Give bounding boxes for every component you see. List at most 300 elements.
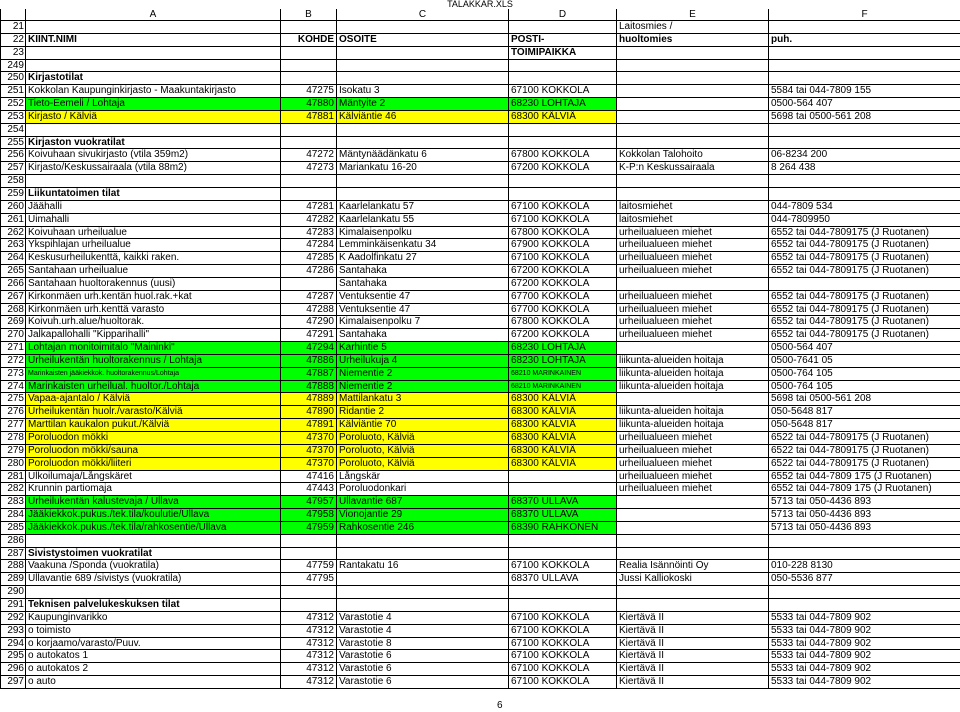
cell-f[interactable] bbox=[769, 123, 960, 136]
cell-a[interactable] bbox=[26, 123, 281, 136]
cell-a[interactable]: Poroluodon mökki/sauna bbox=[26, 444, 281, 457]
cell-e[interactable]: urheilualueen miehet bbox=[617, 226, 769, 239]
cell-f[interactable]: 0500-764 105 bbox=[769, 380, 960, 393]
cell-e[interactable] bbox=[617, 59, 769, 72]
cell-c[interactable]: OSOITE bbox=[337, 33, 509, 46]
row-number[interactable]: 267 bbox=[1, 290, 26, 303]
cell-e[interactable]: urheilualueen miehet bbox=[617, 470, 769, 483]
cell-b[interactable] bbox=[281, 534, 337, 547]
cell-a[interactable] bbox=[26, 46, 281, 59]
cell-a[interactable]: Krunnin partiomaja bbox=[26, 483, 281, 496]
cell-c[interactable]: Långskär bbox=[337, 470, 509, 483]
cell-f[interactable]: 5533 tai 044-7809 902 bbox=[769, 624, 960, 637]
cell-d[interactable]: 68300 KÄLVIÄ bbox=[509, 432, 617, 445]
cell-c[interactable]: Kimalaisenpolku bbox=[337, 226, 509, 239]
row-number[interactable]: 270 bbox=[1, 329, 26, 342]
row-number[interactable]: 292 bbox=[1, 611, 26, 624]
row-number[interactable]: 261 bbox=[1, 213, 26, 226]
row-number[interactable]: 290 bbox=[1, 586, 26, 599]
cell-a[interactable]: Keskusurheilukenttä, kaikki raken. bbox=[26, 252, 281, 265]
cell-e[interactable]: urheilualueen miehet bbox=[617, 432, 769, 445]
cell-c[interactable]: Kaarlelankatu 57 bbox=[337, 200, 509, 213]
cell-b[interactable]: 47290 bbox=[281, 316, 337, 329]
cell-d[interactable]: 68370 ULLAVA bbox=[509, 573, 617, 586]
cell-c[interactable] bbox=[337, 123, 509, 136]
cell-d[interactable]: 67100 KOKKOLA bbox=[509, 252, 617, 265]
cell-f[interactable]: 5533 tai 044-7809 902 bbox=[769, 637, 960, 650]
cell-e[interactable] bbox=[617, 598, 769, 611]
cell-a[interactable]: Jääkiekkok.pukus./tek.tila/rahkosentie/Ullava bbox=[26, 521, 281, 534]
cell-e[interactable]: Kiertävä II bbox=[617, 650, 769, 663]
cell-b[interactable]: 47273 bbox=[281, 162, 337, 175]
cell-e[interactable] bbox=[617, 277, 769, 290]
cell-d[interactable] bbox=[509, 547, 617, 560]
cell-f[interactable] bbox=[769, 586, 960, 599]
cell-f[interactable] bbox=[769, 59, 960, 72]
cell-d[interactable]: 68370 ULLAVA bbox=[509, 509, 617, 522]
cell-d[interactable]: 67200 KOKKOLA bbox=[509, 277, 617, 290]
cell-b[interactable]: KOHDE bbox=[281, 33, 337, 46]
cell-d[interactable] bbox=[509, 72, 617, 85]
cell-a[interactable]: Kirkonmäen urh.kentän huol.rak.+kat bbox=[26, 290, 281, 303]
cell-c[interactable]: Urheilukuja 4 bbox=[337, 354, 509, 367]
cell-b[interactable]: 47370 bbox=[281, 432, 337, 445]
row-number[interactable]: 251 bbox=[1, 85, 26, 98]
cell-a[interactable]: Kirjasto/Keskussairaala (vtila 88m2) bbox=[26, 162, 281, 175]
cell-c[interactable]: Mäntynäädänkatu 6 bbox=[337, 149, 509, 162]
cell-f[interactable] bbox=[769, 46, 960, 59]
row-number[interactable]: 259 bbox=[1, 187, 26, 200]
cell-e[interactable] bbox=[617, 342, 769, 355]
row-number[interactable]: 280 bbox=[1, 457, 26, 470]
cell-c[interactable]: Niementie 2 bbox=[337, 380, 509, 393]
row-number[interactable]: 286 bbox=[1, 534, 26, 547]
row-number[interactable]: 279 bbox=[1, 444, 26, 457]
cell-f[interactable]: 5713 tai 050-4436 893 bbox=[769, 521, 960, 534]
row-number[interactable]: 288 bbox=[1, 560, 26, 573]
cell-a[interactable]: Lohtajan monitoimitalo "Maininki" bbox=[26, 342, 281, 355]
cell-d[interactable]: 68230 LOHTAJA bbox=[509, 342, 617, 355]
cell-d[interactable]: 68300 KÄLVIÄ bbox=[509, 393, 617, 406]
cell-b[interactable] bbox=[281, 136, 337, 149]
cell-d[interactable]: 68390 RAHKONEN bbox=[509, 521, 617, 534]
cell-b[interactable]: 47294 bbox=[281, 342, 337, 355]
row-number[interactable]: 293 bbox=[1, 624, 26, 637]
cell-d[interactable]: 67100 KOKKOLA bbox=[509, 85, 617, 98]
cell-e[interactable] bbox=[617, 586, 769, 599]
cell-e[interactable] bbox=[617, 547, 769, 560]
cell-e[interactable]: urheilualueen miehet bbox=[617, 316, 769, 329]
cell-e[interactable] bbox=[617, 521, 769, 534]
row-number[interactable]: 289 bbox=[1, 573, 26, 586]
cell-e[interactable]: urheilualueen miehet bbox=[617, 303, 769, 316]
cell-a[interactable]: Jääkiekkok.pukus./tek.tila/koulutie/Ullava bbox=[26, 509, 281, 522]
cell-a[interactable]: Tieto-Eemeli / Lohtaja bbox=[26, 98, 281, 111]
row-number[interactable]: 271 bbox=[1, 342, 26, 355]
cell-d[interactable]: 68300 KÄLVIÄ bbox=[509, 406, 617, 419]
cell-b[interactable] bbox=[281, 46, 337, 59]
row-number[interactable]: 257 bbox=[1, 162, 26, 175]
row-number[interactable]: 249 bbox=[1, 59, 26, 72]
cell-d[interactable]: 67100 KOKKOLA bbox=[509, 650, 617, 663]
cell-a[interactable] bbox=[26, 175, 281, 188]
cell-c[interactable]: Poroluoto, Kälviä bbox=[337, 432, 509, 445]
cell-b[interactable]: 47795 bbox=[281, 573, 337, 586]
cell-b[interactable]: 47287 bbox=[281, 290, 337, 303]
cell-a[interactable]: Kirjasto / Kälviä bbox=[26, 110, 281, 123]
cell-a[interactable]: Marinkaisten jääkiekkok. huoltorakennus/Lohtaja bbox=[26, 367, 281, 380]
cell-a[interactable]: Marinkaisten urheilual. huoltor./Lohtaja bbox=[26, 380, 281, 393]
cell-f[interactable] bbox=[769, 598, 960, 611]
cell-e[interactable] bbox=[617, 46, 769, 59]
cell-e[interactable]: Kiertävä II bbox=[617, 663, 769, 676]
cell-f[interactable]: 6522 tai 044-7809175 (J Ruotanen) bbox=[769, 432, 960, 445]
corner-cell[interactable] bbox=[1, 9, 26, 21]
cell-d[interactable] bbox=[509, 175, 617, 188]
row-number[interactable]: 281 bbox=[1, 470, 26, 483]
row-number[interactable]: 258 bbox=[1, 175, 26, 188]
cell-a[interactable]: Urheilukentän huoltorakennus / Lohtaja bbox=[26, 354, 281, 367]
cell-b[interactable] bbox=[281, 187, 337, 200]
cell-a[interactable]: o toimisto bbox=[26, 624, 281, 637]
cell-b[interactable] bbox=[281, 21, 337, 34]
cell-a[interactable]: Poroluodon mökki/liiteri bbox=[26, 457, 281, 470]
cell-f[interactable]: 0500-764 105 bbox=[769, 367, 960, 380]
cell-c[interactable]: Rantakatu 16 bbox=[337, 560, 509, 573]
cell-b[interactable]: 47312 bbox=[281, 611, 337, 624]
cell-d[interactable]: 67800 KOKKOLA bbox=[509, 226, 617, 239]
cell-d[interactable]: TOIMIPAIKKA bbox=[509, 46, 617, 59]
cell-b[interactable]: 47886 bbox=[281, 354, 337, 367]
column-header[interactable]: D bbox=[509, 9, 617, 21]
cell-c[interactable]: Ullavantie 687 bbox=[337, 496, 509, 509]
row-number[interactable]: 295 bbox=[1, 650, 26, 663]
cell-b[interactable] bbox=[281, 123, 337, 136]
row-number[interactable]: 255 bbox=[1, 136, 26, 149]
cell-d[interactable] bbox=[509, 123, 617, 136]
cell-c[interactable] bbox=[337, 175, 509, 188]
cell-a[interactable]: Santahaan huoltorakennus (uusi) bbox=[26, 277, 281, 290]
cell-c[interactable]: Kälviäntie 70 bbox=[337, 419, 509, 432]
cell-b[interactable]: 47959 bbox=[281, 521, 337, 534]
cell-d[interactable]: 68300 KÄLVIÄ bbox=[509, 444, 617, 457]
cell-f[interactable] bbox=[769, 21, 960, 34]
row-number[interactable]: 263 bbox=[1, 239, 26, 252]
cell-d[interactable] bbox=[509, 483, 617, 496]
cell-b[interactable] bbox=[281, 72, 337, 85]
cell-b[interactable]: 47759 bbox=[281, 560, 337, 573]
cell-b[interactable] bbox=[281, 547, 337, 560]
cell-c[interactable]: Kaarlelankatu 55 bbox=[337, 213, 509, 226]
cell-f[interactable]: 8 264 438 bbox=[769, 162, 960, 175]
cell-a[interactable] bbox=[26, 21, 281, 34]
cell-e[interactable]: Kokkolan Talohoito bbox=[617, 149, 769, 162]
cell-b[interactable] bbox=[281, 277, 337, 290]
cell-f[interactable]: 6552 tai 044-7809175 (J Ruotanen) bbox=[769, 239, 960, 252]
cell-a[interactable]: Kirjastotilat bbox=[26, 72, 281, 85]
cell-d[interactable] bbox=[509, 59, 617, 72]
cell-c[interactable]: Lemminkäisenkatu 34 bbox=[337, 239, 509, 252]
column-header[interactable]: A bbox=[26, 9, 281, 21]
cell-b[interactable]: 47281 bbox=[281, 200, 337, 213]
cell-f[interactable]: 5533 tai 044-7809 902 bbox=[769, 611, 960, 624]
cell-f[interactable]: 6552 tai 044-7809175 (J Ruotanen) bbox=[769, 252, 960, 265]
cell-d[interactable]: 67100 KOKKOLA bbox=[509, 560, 617, 573]
cell-d[interactable]: 68210 MARINKAINEN bbox=[509, 367, 617, 380]
cell-b[interactable]: 47283 bbox=[281, 226, 337, 239]
cell-f[interactable]: 044-7809 534 bbox=[769, 200, 960, 213]
cell-b[interactable]: 47312 bbox=[281, 637, 337, 650]
cell-c[interactable]: Varastotie 4 bbox=[337, 611, 509, 624]
row-number[interactable]: 291 bbox=[1, 598, 26, 611]
cell-c[interactable] bbox=[337, 547, 509, 560]
cell-c[interactable]: Mariankatu 16-20 bbox=[337, 162, 509, 175]
cell-d[interactable]: 67100 KOKKOLA bbox=[509, 676, 617, 689]
cell-c[interactable] bbox=[337, 72, 509, 85]
row-number[interactable]: 269 bbox=[1, 316, 26, 329]
cell-e[interactable] bbox=[617, 123, 769, 136]
cell-c[interactable]: Karhintie 5 bbox=[337, 342, 509, 355]
cell-f[interactable]: 044-7809950 bbox=[769, 213, 960, 226]
cell-d[interactable]: 67200 KOKKOLA bbox=[509, 265, 617, 278]
cell-c[interactable]: Ridantie 2 bbox=[337, 406, 509, 419]
cell-f[interactable] bbox=[769, 547, 960, 560]
cell-d[interactable] bbox=[509, 187, 617, 200]
cell-c[interactable] bbox=[337, 187, 509, 200]
cell-f[interactable]: 6552 tai 044-7809 175 (J Ruotanen) bbox=[769, 470, 960, 483]
cell-f[interactable]: 6552 tai 044-7809175 (J Ruotanen) bbox=[769, 226, 960, 239]
cell-f[interactable] bbox=[769, 277, 960, 290]
cell-d[interactable]: 67800 KOKKOLA bbox=[509, 316, 617, 329]
cell-b[interactable]: 47887 bbox=[281, 367, 337, 380]
cell-b[interactable]: 47285 bbox=[281, 252, 337, 265]
cell-d[interactable]: 68300 KÄLVIÄ bbox=[509, 457, 617, 470]
cell-a[interactable]: Vaakuna /Sponda (vuokratila) bbox=[26, 560, 281, 573]
row-number[interactable]: 276 bbox=[1, 406, 26, 419]
cell-d[interactable]: 67700 KOKKOLA bbox=[509, 303, 617, 316]
cell-d[interactable]: 68300 KÄLVIÄ bbox=[509, 419, 617, 432]
cell-c[interactable]: Varastotie 8 bbox=[337, 637, 509, 650]
cell-f[interactable]: 5713 tai 050-4436 893 bbox=[769, 496, 960, 509]
cell-b[interactable] bbox=[281, 586, 337, 599]
cell-e[interactable]: Realia Isännöinti Oy bbox=[617, 560, 769, 573]
cell-e[interactable]: urheilualueen miehet bbox=[617, 239, 769, 252]
cell-c[interactable]: Isokatu 3 bbox=[337, 85, 509, 98]
cell-d[interactable]: 67900 KOKKOLA bbox=[509, 239, 617, 252]
row-number[interactable]: 266 bbox=[1, 277, 26, 290]
cell-e[interactable] bbox=[617, 534, 769, 547]
cell-a[interactable] bbox=[26, 586, 281, 599]
cell-d[interactable]: 67200 KOKKOLA bbox=[509, 162, 617, 175]
cell-d[interactable]: 68230 LOHTAJA bbox=[509, 98, 617, 111]
cell-a[interactable]: Uimahalli bbox=[26, 213, 281, 226]
cell-e[interactable]: laitosmiehet bbox=[617, 200, 769, 213]
cell-f[interactable]: 0500-564 407 bbox=[769, 98, 960, 111]
cell-e[interactable]: urheilualueen miehet bbox=[617, 483, 769, 496]
cell-c[interactable]: Varastotie 4 bbox=[337, 624, 509, 637]
cell-f[interactable]: 6552 tai 044-7809175 (J Ruotanen) bbox=[769, 290, 960, 303]
cell-c[interactable]: Ventuksentie 47 bbox=[337, 303, 509, 316]
cell-c[interactable] bbox=[337, 21, 509, 34]
cell-a[interactable]: Koivuh.urh.alue/huoltorak. bbox=[26, 316, 281, 329]
cell-a[interactable]: Ykspihlajan urheilualue bbox=[26, 239, 281, 252]
row-number[interactable]: 277 bbox=[1, 419, 26, 432]
cell-e[interactable]: urheilualueen miehet bbox=[617, 444, 769, 457]
cell-b[interactable]: 47312 bbox=[281, 676, 337, 689]
cell-f[interactable]: 0500-564 407 bbox=[769, 342, 960, 355]
cell-f[interactable]: 5698 tai 0500-561 208 bbox=[769, 393, 960, 406]
cell-b[interactable]: 47282 bbox=[281, 213, 337, 226]
cell-b[interactable]: 47272 bbox=[281, 149, 337, 162]
cell-f[interactable]: 6552 tai 044-7809175 (J Ruotanen) bbox=[769, 265, 960, 278]
cell-c[interactable] bbox=[337, 573, 509, 586]
row-number[interactable]: 262 bbox=[1, 226, 26, 239]
cell-d[interactable]: 67100 KOKKOLA bbox=[509, 624, 617, 637]
cell-f[interactable]: 5533 tai 044-7809 902 bbox=[769, 676, 960, 689]
cell-e[interactable] bbox=[617, 187, 769, 200]
cell-b[interactable]: 47370 bbox=[281, 457, 337, 470]
cell-f[interactable]: 0500-7641 05 bbox=[769, 354, 960, 367]
cell-a[interactable]: Kirjaston vuokratilat bbox=[26, 136, 281, 149]
cell-e[interactable]: huoltomies bbox=[617, 33, 769, 46]
row-number[interactable]: 294 bbox=[1, 637, 26, 650]
cell-c[interactable]: Santahaka bbox=[337, 265, 509, 278]
cell-d[interactable] bbox=[509, 586, 617, 599]
cell-e[interactable]: Jussi Kalliokoski bbox=[617, 573, 769, 586]
row-number[interactable]: 278 bbox=[1, 432, 26, 445]
cell-a[interactable]: o auto bbox=[26, 676, 281, 689]
cell-a[interactable]: Koivuhaan sivukirjasto (vtila 359m2) bbox=[26, 149, 281, 162]
cell-a[interactable]: Jäähalli bbox=[26, 200, 281, 213]
row-number[interactable]: 265 bbox=[1, 265, 26, 278]
cell-f[interactable]: 5713 tai 050-4436 893 bbox=[769, 509, 960, 522]
cell-a[interactable]: Ullavantie 689 /sivistys (vuokratila) bbox=[26, 573, 281, 586]
row-number[interactable]: 22 bbox=[1, 33, 26, 46]
cell-b[interactable]: 47284 bbox=[281, 239, 337, 252]
cell-e[interactable]: urheilualueen miehet bbox=[617, 457, 769, 470]
cell-e[interactable] bbox=[617, 110, 769, 123]
cell-f[interactable]: 6552 tai 044-7809175 (J Ruotanen) bbox=[769, 329, 960, 342]
cell-d[interactable]: 68230 LOHTAJA bbox=[509, 354, 617, 367]
cell-d[interactable] bbox=[509, 136, 617, 149]
column-header[interactable]: F bbox=[769, 9, 960, 21]
cell-e[interactable]: urheilualueen miehet bbox=[617, 329, 769, 342]
row-number[interactable]: 274 bbox=[1, 380, 26, 393]
cell-c[interactable] bbox=[337, 59, 509, 72]
row-number[interactable]: 264 bbox=[1, 252, 26, 265]
row-number[interactable]: 287 bbox=[1, 547, 26, 560]
cell-a[interactable]: o autokatos 2 bbox=[26, 663, 281, 676]
cell-c[interactable] bbox=[337, 534, 509, 547]
cell-f[interactable]: 6522 tai 044-7809175 (J Ruotanen) bbox=[769, 444, 960, 457]
cell-d[interactable] bbox=[509, 470, 617, 483]
cell-b[interactable] bbox=[281, 175, 337, 188]
cell-e[interactable]: Kiertävä II bbox=[617, 611, 769, 624]
cell-b[interactable]: 47312 bbox=[281, 663, 337, 676]
row-number[interactable]: 284 bbox=[1, 509, 26, 522]
cell-d[interactable]: 67800 KOKKOLA bbox=[509, 149, 617, 162]
cell-e[interactable] bbox=[617, 509, 769, 522]
cell-b[interactable]: 47958 bbox=[281, 509, 337, 522]
cell-c[interactable] bbox=[337, 46, 509, 59]
row-number[interactable]: 296 bbox=[1, 663, 26, 676]
cell-f[interactable]: 5584 tai 044-7809 155 bbox=[769, 85, 960, 98]
cell-d[interactable]: POSTI- bbox=[509, 33, 617, 46]
cell-b[interactable]: 47312 bbox=[281, 650, 337, 663]
cell-e[interactable]: liikunta-alueiden hoitaja bbox=[617, 419, 769, 432]
cell-e[interactable] bbox=[617, 393, 769, 406]
cell-e[interactable]: liikunta-alueiden hoitaja bbox=[617, 354, 769, 367]
cell-b[interactable]: 47416 bbox=[281, 470, 337, 483]
cell-c[interactable] bbox=[337, 136, 509, 149]
cell-f[interactable]: 6522 tai 044-7809175 (J Ruotanen) bbox=[769, 457, 960, 470]
cell-a[interactable]: Jalkapallohalli "Kipparihalli" bbox=[26, 329, 281, 342]
cell-f[interactable] bbox=[769, 187, 960, 200]
row-number[interactable]: 250 bbox=[1, 72, 26, 85]
cell-a[interactable]: Vapaa-ajantalo / Kälviä bbox=[26, 393, 281, 406]
cell-e[interactable] bbox=[617, 496, 769, 509]
cell-f[interactable]: 6552 tai 044-7809175 (J Ruotanen) bbox=[769, 316, 960, 329]
cell-e[interactable] bbox=[617, 85, 769, 98]
cell-d[interactable]: 67200 KOKKOLA bbox=[509, 329, 617, 342]
cell-d[interactable]: 67100 KOKKOLA bbox=[509, 200, 617, 213]
cell-f[interactable] bbox=[769, 72, 960, 85]
cell-d[interactable]: 67700 KOKKOLA bbox=[509, 290, 617, 303]
cell-e[interactable]: liikunta-alueiden hoitaja bbox=[617, 367, 769, 380]
row-number[interactable]: 253 bbox=[1, 110, 26, 123]
cell-a[interactable]: Kokkolan Kaupunginkirjasto - Maakuntakirjasto bbox=[26, 85, 281, 98]
cell-b[interactable]: 47891 bbox=[281, 419, 337, 432]
cell-c[interactable]: Varastotie 6 bbox=[337, 663, 509, 676]
cell-a[interactable]: KIINT.NIMI bbox=[26, 33, 281, 46]
cell-f[interactable]: 5698 tai 0500-561 208 bbox=[769, 110, 960, 123]
row-number[interactable]: 23 bbox=[1, 46, 26, 59]
cell-a[interactable]: Santahaan urheilualue bbox=[26, 265, 281, 278]
cell-a[interactable]: Urheilukentän huolr./varasto/Kälviä bbox=[26, 406, 281, 419]
cell-c[interactable]: Varastotie 6 bbox=[337, 650, 509, 663]
cell-c[interactable]: Vionojantie 29 bbox=[337, 509, 509, 522]
cell-b[interactable]: 47881 bbox=[281, 110, 337, 123]
cell-c[interactable]: Kälviäntie 46 bbox=[337, 110, 509, 123]
cell-a[interactable]: Koivuhaan urheilualue bbox=[26, 226, 281, 239]
row-number[interactable]: 21 bbox=[1, 21, 26, 34]
cell-b[interactable]: 47275 bbox=[281, 85, 337, 98]
row-number[interactable]: 272 bbox=[1, 354, 26, 367]
cell-c[interactable]: Varastotie 6 bbox=[337, 676, 509, 689]
cell-e[interactable]: urheilualueen miehet bbox=[617, 252, 769, 265]
cell-a[interactable]: Kaupunginvarikko bbox=[26, 611, 281, 624]
row-number[interactable]: 256 bbox=[1, 149, 26, 162]
cell-e[interactable] bbox=[617, 98, 769, 111]
cell-c[interactable]: K Aadolfinkatu 27 bbox=[337, 252, 509, 265]
cell-c[interactable]: Santahaka bbox=[337, 329, 509, 342]
cell-a[interactable] bbox=[26, 59, 281, 72]
cell-b[interactable]: 47957 bbox=[281, 496, 337, 509]
cell-b[interactable]: 47880 bbox=[281, 98, 337, 111]
cell-a[interactable]: Kirkonmäen urh.kenttä varasto bbox=[26, 303, 281, 316]
column-header[interactable]: E bbox=[617, 9, 769, 21]
cell-c[interactable]: Santahaka bbox=[337, 277, 509, 290]
column-header[interactable]: C bbox=[337, 9, 509, 21]
cell-f[interactable]: 050-5648 817 bbox=[769, 419, 960, 432]
cell-a[interactable]: o autokatos 1 bbox=[26, 650, 281, 663]
cell-a[interactable]: Sivistystoimen vuokratilat bbox=[26, 547, 281, 560]
cell-d[interactable]: 67100 KOKKOLA bbox=[509, 663, 617, 676]
cell-a[interactable]: Poroluodon mökki bbox=[26, 432, 281, 445]
cell-e[interactable] bbox=[617, 136, 769, 149]
cell-e[interactable]: Kiertävä II bbox=[617, 637, 769, 650]
cell-f[interactable]: puh. bbox=[769, 33, 960, 46]
